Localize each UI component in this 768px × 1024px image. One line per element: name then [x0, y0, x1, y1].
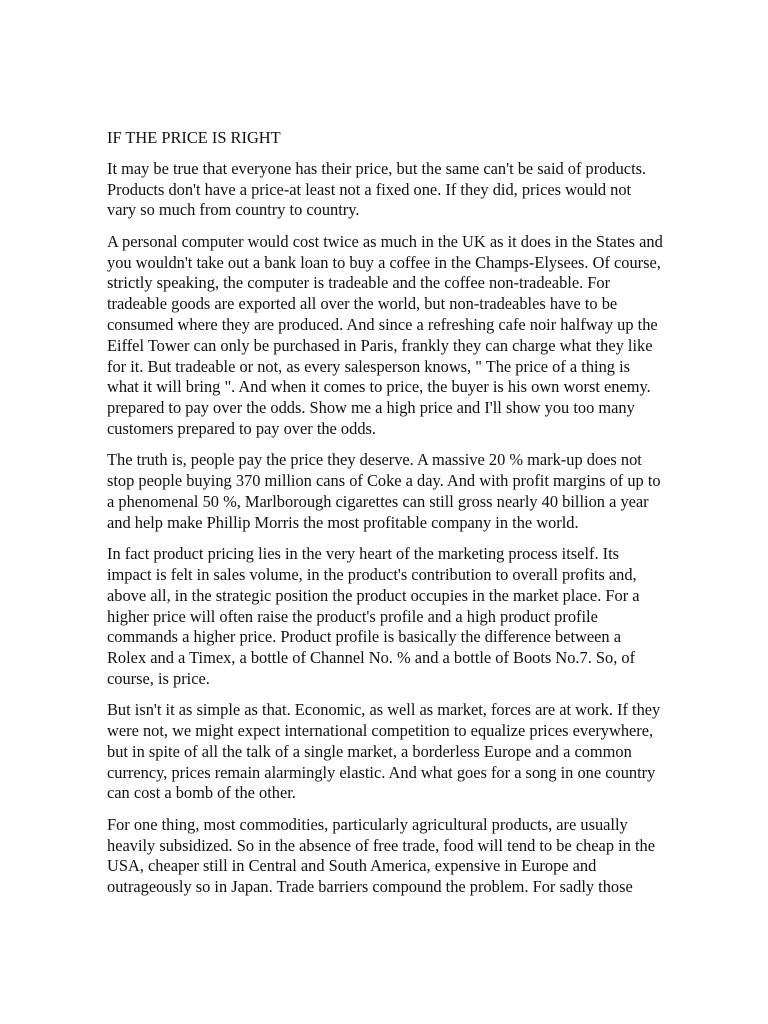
paragraph-1: It may be true that everyone has their price, but the same can't be said of products. Products don't have a price-at least not a fixed one. If they did, prices would not vary so much from country to country. — [107, 158, 647, 220]
paragraph-5: But isn't it as simple as that. Economic, as well as market, forces are at work. If they were not, we might expect international competition to equalize prices everywhere, but in spite of all the talk of a single market, a borderless Europe and a common currency, prices remain alarmingly elastic. And what goes for a song in one country can cost a bomb of the other. — [107, 700, 661, 803]
paragraph-6: For one thing, most commodities, particularly agricultural products, are usually heavily subsidized. So in the absence of free trade, food will tend to be cheap in the USA, cheaper still in Central and South America, expensive in Europe and outrageously so in Japan. Trade barriers compound the problem. For sadly those — [107, 814, 655, 897]
document-title: IF THE PRICE IS RIGHT — [107, 128, 281, 147]
paragraph-2: A personal computer would cost twice as much in the UK as it does in the States and you wouldn't take out a bank loan to buy a coffee in the Champs-Elysees. Of course, strictly speaking, the computer is tradeable and the coffee non-tradeable. For tradeable goods are exported all over the world, but non-tradeables have to be consumed where they are produced. And since a refreshing cafe noir halfway up the Eiffel Tower can only be purchased in Paris, frankly they can charge what they like for it. But tradeable or not, as every salesperson knows, " The price of a thing is what it will bring ". And when it comes to price, the buyer is his own worst enemy. prepared to pay over the odds. Show me a high price and I'll show you too many customers prepared to pay over the odds. — [107, 231, 663, 438]
paragraph-3: The truth is, people pay the price they deserve. A massive 20 % mark-up does not stop people buying 370 million cans of Coke a day. And with profit margins of up to a phenomenal 50 %, Marlborough cigarettes can still gross nearly 40 billion a year and help make Phillip Morris the most profitable company in the world. — [107, 450, 661, 532]
paragraph-4: In fact product pricing lies in the very heart of the marketing process itself. Its impact is felt in sales volume, in the product's contribution to overall profits and, above all, in the strategic position the product occupies in the market place. For a higher price will often raise the product's profile and a high product profile commands a higher price. Product profile is basically the difference between a Rolex and a Timex, a bottle of Channel No. % and a bottle of Boots No.7. So, of course, is price. — [107, 544, 640, 688]
document-body — [107, 128, 663, 909]
